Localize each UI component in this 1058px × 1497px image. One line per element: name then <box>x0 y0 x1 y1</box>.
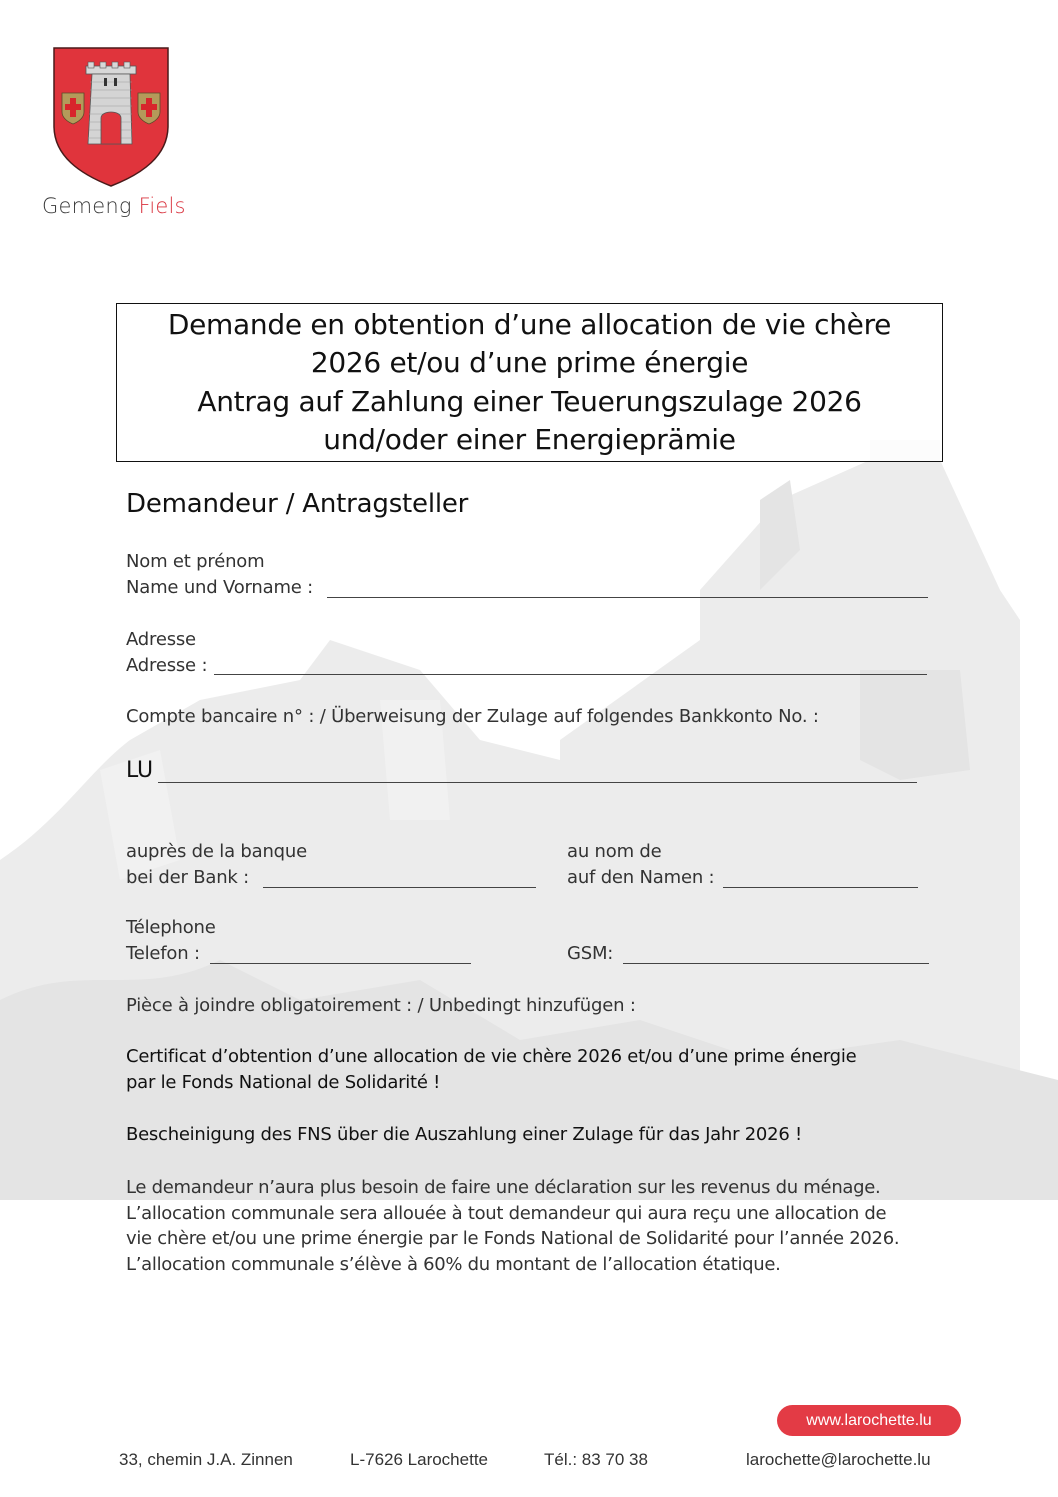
footer-email-link[interactable]: larochette@larochette.lu <box>746 1450 931 1469</box>
name-label-de: Name und Vorname : <box>126 577 314 598</box>
mobile-field[interactable] <box>623 963 929 964</box>
website-link[interactable]: www.larochette.lu <box>777 1405 961 1436</box>
account-holder-field[interactable] <box>723 887 918 888</box>
brand-accent: Fiels <box>138 194 186 218</box>
iban-field[interactable] <box>158 782 917 783</box>
account-holder-label-de: auf den Namen : <box>567 867 715 888</box>
bank-label-de: bei der Bank : <box>126 867 250 888</box>
phone-field[interactable] <box>210 963 471 964</box>
title-line: 2026 et/ou d’une prime énergie <box>310 346 749 379</box>
phone-label-de: Telefon : <box>126 943 200 964</box>
document-title-box <box>116 303 943 462</box>
mobile-label: GSM: <box>567 943 614 964</box>
address-label-fr: Adresse <box>126 629 196 650</box>
footer-phone: Tél.: 83 70 38 <box>544 1450 648 1469</box>
address-field[interactable] <box>214 674 927 675</box>
info-paragraph <box>126 1175 899 1277</box>
municipality-brand-name <box>42 194 186 218</box>
phone-label-fr: Télephone <box>126 917 216 938</box>
brand-primary: Gemeng <box>42 194 132 218</box>
title-line: Antrag auf Zahlung einer Teuerungszulage 2026 <box>197 384 862 418</box>
title-line: und/oder einer Energieprämie <box>323 423 736 456</box>
name-label-fr: Nom et prénom <box>126 551 265 572</box>
account-holder-label-fr: au nom de <box>567 841 662 862</box>
iban-prefix: LU <box>126 758 153 783</box>
address-label-de: Adresse : <box>126 655 208 676</box>
footer-address: 33, chemin J.A. Zinnen <box>119 1450 293 1469</box>
attachment-requirement-de: Bescheinigung des FNS über die Auszahlung einer Zulage für das Jahr 2026 ! <box>126 1124 802 1145</box>
attachment-fr-line: Certificat d’obtention d’une allocation de vie chère 2026 et/ou d’une prime énergie <box>126 1046 857 1067</box>
info-line: L’allocation communale s’élève à 60% du montant de l’allocation étatique. <box>126 1253 781 1275</box>
bank-field[interactable] <box>263 887 536 888</box>
bank-account-label: Compte bancaire n° : / Überweisung der Zulage auf folgendes Bankkonto No. : <box>126 706 819 727</box>
footer-postal-code: L-7626 Larochette <box>350 1450 488 1469</box>
info-line: Le demandeur n’aura plus besoin de faire une déclaration sur les revenus du ménage. <box>126 1177 881 1198</box>
attachment-requirement-fr <box>126 1044 856 1096</box>
name-field[interactable] <box>327 597 928 598</box>
municipal-coat-of-arms-logo <box>52 46 170 188</box>
bank-label-fr: auprès de la banque <box>126 841 307 862</box>
title-line: Demande en obtention d’une allocation de vie chère <box>167 307 892 341</box>
section-heading: Demandeur / Antragsteller <box>126 489 469 519</box>
info-line: vie chère et/ou une prime énergie par le Fonds National de Solidarité pour l’année 2026. <box>126 1228 900 1249</box>
info-line: L’allocation communale sera allouée à tout demandeur qui aura reçu une allocation de <box>126 1202 887 1224</box>
attachment-fr-line: par le Fonds National de Solidarité ! <box>126 1072 441 1093</box>
attachment-heading: Pièce à joindre obligatoirement : / Unbedingt hinzufügen : <box>126 995 636 1016</box>
